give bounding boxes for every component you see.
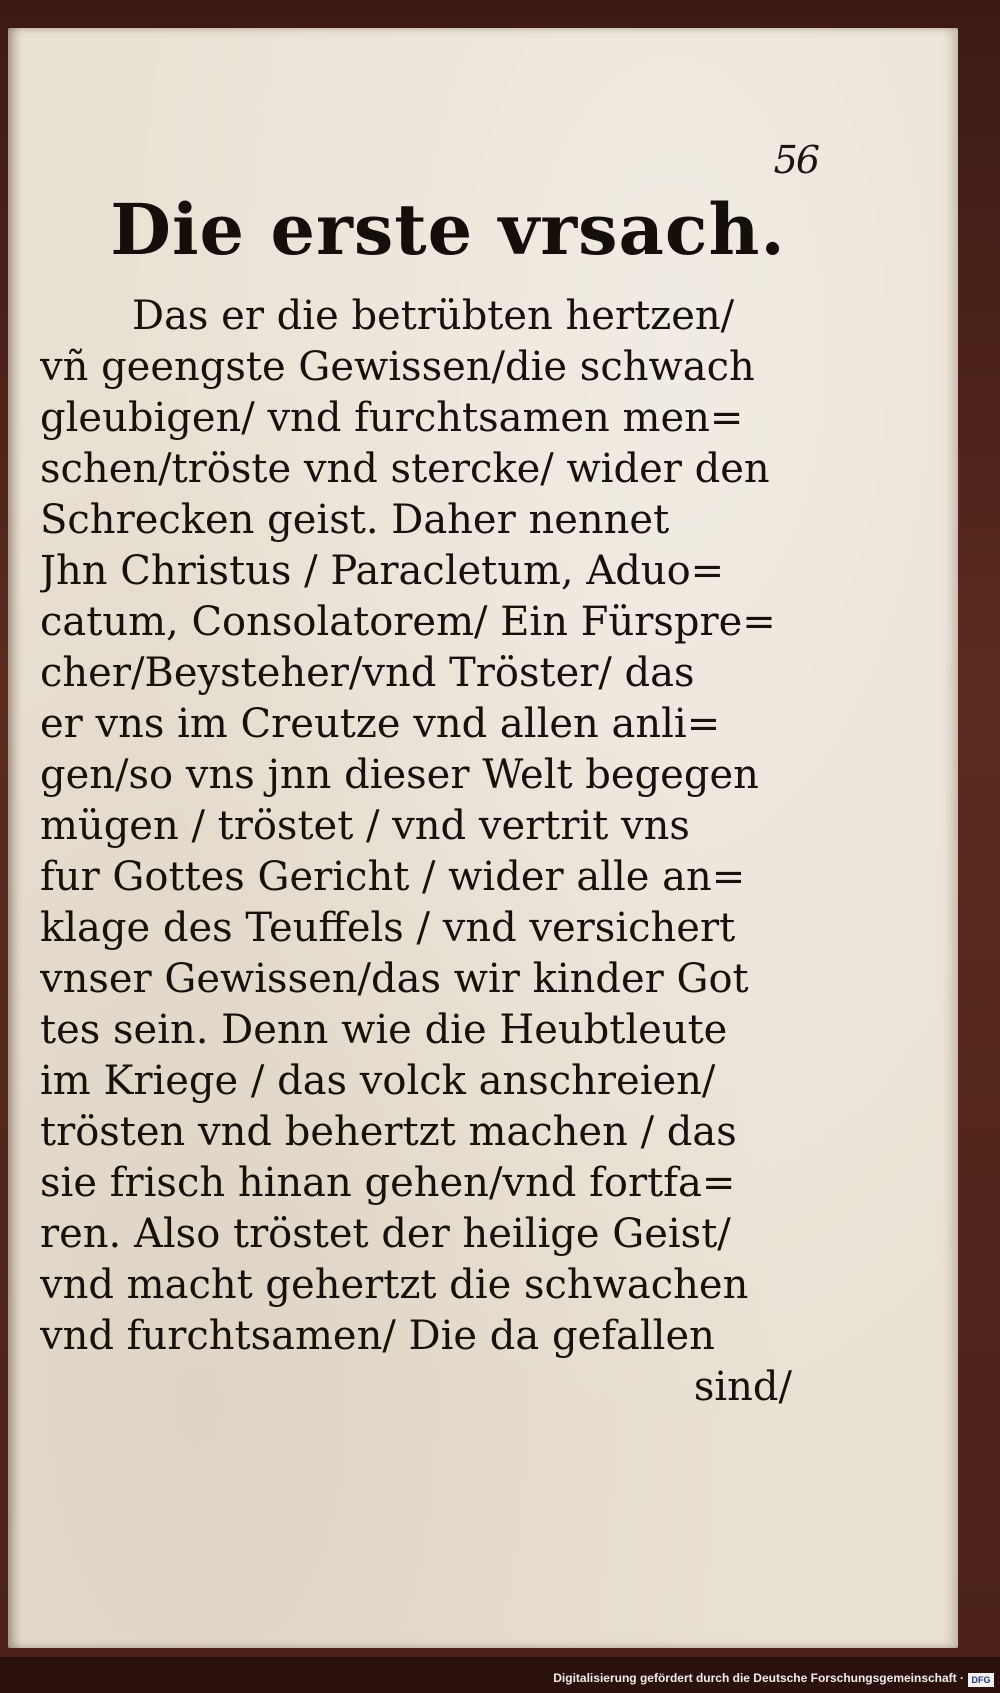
chapter-heading: Die erste vrsach. xyxy=(110,188,786,271)
dfg-logo: DFG xyxy=(968,1673,994,1687)
text-line: Jhn Christus / Paracletum, Aduo= xyxy=(40,548,725,594)
text-line: vñ geengste Gewissen/die schwach xyxy=(40,344,755,390)
text-line: vnser Gewissen/das wir kinder Got xyxy=(40,956,749,1002)
text-line: Das er die betrübten hertzen/ xyxy=(132,293,735,339)
footer-strip xyxy=(0,1657,1000,1693)
digitization-credit: Digitalisierung gefördert durch die Deutsche Forschungsgemeinschaft · xyxy=(553,1671,964,1685)
body-text xyxy=(40,291,800,1413)
text-line: gen/so vns jnn dieser Welt begegen xyxy=(40,752,759,798)
text-line: schen/tröste vnd stercke/ wider den xyxy=(40,446,770,492)
book-page xyxy=(8,28,958,1648)
text-line: tes sein. Denn wie die Heubtleute xyxy=(40,1007,728,1053)
page-edge-shadow xyxy=(8,28,22,1648)
text-line: trösten vnd behertzt machen / das xyxy=(40,1109,737,1155)
text-line: mügen / tröstet / vnd vertrit vns xyxy=(40,803,690,849)
text-line: vnd macht gehertzt die schwachen xyxy=(40,1262,749,1308)
text-line: er vns im Creutze vnd allen anli= xyxy=(40,701,721,747)
text-line: sie frisch hinan gehen/vnd fortfa= xyxy=(40,1160,736,1206)
text-line: vnd furchtsamen/ Die da gefallen xyxy=(40,1313,715,1359)
text-line: fur Gottes Gericht / wider alle an= xyxy=(40,854,746,900)
text-line: cher/Beysteher/vnd Tröster/ das xyxy=(40,650,695,696)
catchword: sind/ xyxy=(693,1364,792,1410)
text-line: gleubigen/ vnd furchtsamen men= xyxy=(40,395,744,441)
text-line: Schrecken geist. Daher nennet xyxy=(40,497,670,543)
text-line: klage des Teuffels / vnd versichert xyxy=(40,905,736,951)
text-line: catum, Consolatorem/ Ein Fürspre= xyxy=(40,599,776,645)
text-line: im Kriege / das volck anschreien/ xyxy=(40,1058,716,1104)
page-number: 56 xyxy=(773,138,818,182)
text-line: ren. Also tröstet der heilige Geist/ xyxy=(40,1211,731,1257)
